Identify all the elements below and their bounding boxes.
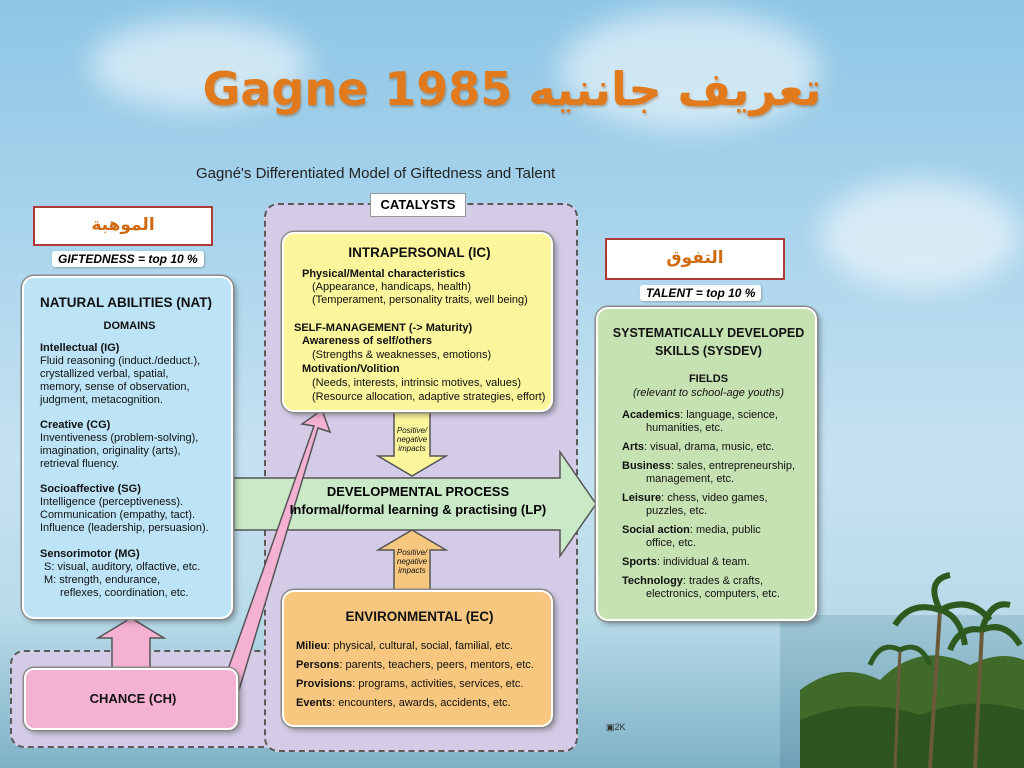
- sysdev-note: (relevant to school-age youths): [632, 387, 785, 399]
- catalysts-label: CATALYSTS: [370, 193, 466, 217]
- env-item: Provisions: programs, activities, services, etc.: [296, 678, 524, 690]
- nat-group-line: judgment, metacognition.: [40, 394, 163, 406]
- sysdev-item: Technology: trades & crafts,: [622, 575, 764, 587]
- sysdev-item: Arts: visual, drama, music, etc.: [622, 441, 775, 453]
- nat-group-line: memory, sense of observation,: [40, 381, 190, 393]
- nat-group-line: Inventiveness (problem-solving),: [40, 432, 199, 444]
- developmental-process-label: [240, 484, 596, 517]
- nat-group-line: Communication (empathy, tact).: [40, 509, 196, 521]
- intra-line: Awareness of self/others: [302, 335, 433, 347]
- intra-line: (Appearance, handicaps, health): [312, 281, 471, 293]
- nat-group-line: S: visual, auditory, olfactive, etc.: [44, 561, 201, 573]
- intra-heading: INTRAPERSONAL (IC): [348, 245, 491, 260]
- env-item: Persons: parents, teachers, peers, mentors, etc.: [296, 659, 534, 671]
- env-item: Events: encounters, awards, accidents, etc.: [296, 697, 511, 709]
- sysdev-fields: FIELDS: [688, 373, 729, 385]
- impacts-label-top: Positive/ negative impacts: [396, 426, 428, 453]
- intra-line: Motivation/Volition: [302, 363, 400, 375]
- sysdev-item-cont: puzzles, etc.: [646, 505, 708, 517]
- nat-group-line: retrieval fluency.: [40, 458, 120, 470]
- env-item: Milieu: physical, cultural, social, familial, etc.: [296, 640, 514, 652]
- slide-corner-icon: ▣2K: [606, 722, 626, 732]
- intrapersonal-card: [282, 232, 553, 412]
- nat-group-title: Sensorimotor (MG): [40, 548, 140, 560]
- nat-group-title: Creative (CG): [40, 419, 111, 431]
- intra-line: (Temperament, personality traits, well being): [312, 294, 528, 306]
- giftedness-tag: GIFTEDNESS = top 10 %: [52, 251, 204, 267]
- chance-label: CHANCE (CH): [89, 691, 177, 706]
- intra-line: SELF-MANAGEMENT (-> Maturity): [294, 322, 473, 334]
- nat-group-title: Intellectual (IG): [40, 342, 120, 354]
- env-heading: ENVIRONMENTAL (EC): [345, 609, 494, 624]
- sysdev-item-cont: electronics, computers, etc.: [646, 588, 780, 600]
- nat-group-line: Influence (leadership, persuasion).: [40, 522, 209, 534]
- dev-line1: DEVELOPMENTAL PROCESS: [326, 484, 510, 499]
- chance-card: [24, 668, 238, 730]
- giftedness-arabic-box: الموهبة: [33, 206, 213, 246]
- sysdev-item-cont: management, etc.: [646, 473, 735, 485]
- nat-group-line: imagination, originality (arts),: [40, 445, 181, 457]
- nat-group-line: Intelligence (perceptiveness).: [40, 496, 184, 508]
- talent-arabic-box: التفوق: [605, 238, 785, 280]
- environmental-card: [282, 590, 553, 727]
- sysdev-heading2: SKILLS (SYSDEV): [655, 344, 762, 358]
- sysdev-card: [596, 307, 817, 621]
- sysdev-item: Business: sales, entrepreneurship,: [622, 460, 796, 472]
- corner-icon-label: 2K: [614, 722, 626, 732]
- nat-group-title: Socioaffective (SG): [40, 483, 141, 495]
- dev-line2: Informal/formal learning & practising (LP): [289, 502, 547, 517]
- sysdev-item: Social action: media, public: [622, 524, 761, 536]
- page-title: تعريف جاننيه Gagne 1985: [202, 62, 822, 116]
- nat-group-line: M: strength, endurance,: [44, 574, 161, 586]
- impacts-label-bottom: Positive/ negative impacts: [396, 548, 428, 575]
- nat-group-line: Fluid reasoning (induct./deduct.),: [40, 355, 201, 367]
- sysdev-item: Sports: individual & team.: [622, 556, 750, 568]
- natural-abilities-card: [22, 276, 233, 619]
- sysdev-item: Academics: language, science,: [622, 409, 778, 421]
- nat-domains-label: DOMAINS: [103, 320, 156, 332]
- nat-group-line: reflexes, coordination, etc.: [60, 587, 189, 599]
- diagram-subtitle: Gagné's Differentiated Model of Giftedness and Talent: [196, 165, 556, 182]
- talent-tag: TALENT = top 10 %: [640, 285, 761, 301]
- nat-heading: NATURAL ABILITIES (NAT): [40, 295, 212, 310]
- intra-line: Physical/Mental characteristics: [302, 268, 466, 280]
- intra-line: (Strengths & weaknesses, emotions): [312, 349, 492, 361]
- nat-group-line: crystallized verbal, spatial,: [40, 368, 169, 380]
- intra-line: (Resource allocation, adaptive strategies, effort): [312, 391, 546, 403]
- sysdev-item: Leisure: chess, video games,: [622, 492, 768, 504]
- chance-to-nat-arrow: [98, 618, 164, 668]
- intra-line: (Needs, interests, intrinsic motives, values): [312, 377, 522, 389]
- sysdev-heading1: SYSTEMATICALLY DEVELOPED: [612, 326, 805, 340]
- sysdev-item-cont: humanities, etc.: [646, 422, 724, 434]
- sysdev-item-cont: office, etc.: [646, 537, 696, 549]
